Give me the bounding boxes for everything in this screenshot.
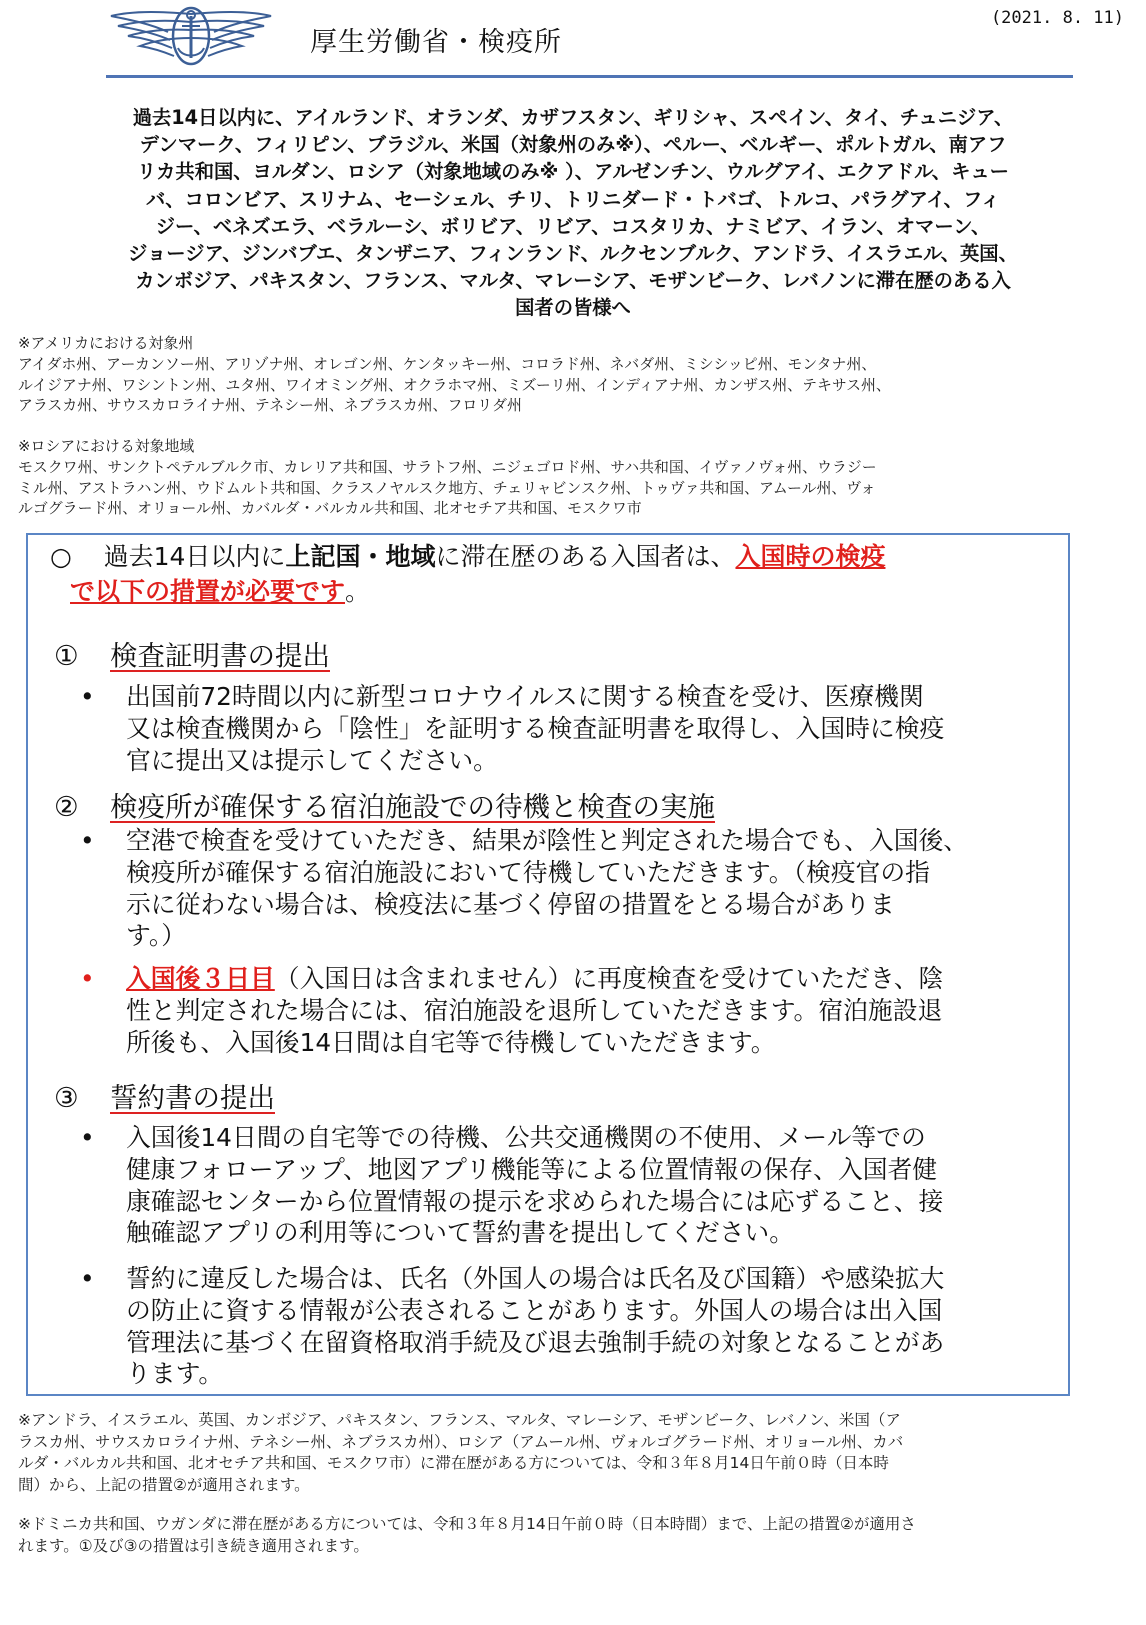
note-line: アイダホ州、アーカンソー州、アリゾナ州、オレゴン州、ケンタッキー州、コロラド州、ネバダ州、ミシシッピ州、モンタナ州、: [18, 354, 877, 373]
headline-line: 過去14日以内に、アイルランド、オランダ、カザフスタン、ギリシャ、スペイン、タイ、チュニジア、: [132, 106, 1014, 129]
note-title: ※ロシアにおける対象地域: [18, 437, 195, 455]
page-header: [0, 0, 1146, 84]
intro-bold: 上記国・地域: [285, 542, 436, 571]
bullet-line: 入国後14日間の自宅等での待機、公共交通機関の不使用、メール等での: [126, 1123, 926, 1152]
footnote-line: ※ドミニカ共和国、ウガンダに滞在歴がある方については、令和３年８月14日午前０時（日本時間）まで、上記の措置②が適用さ: [18, 1515, 916, 1533]
measure-3-bullet-2: [80, 1263, 1060, 1390]
measure-title: 検査証明書の提出: [110, 640, 330, 672]
bullet-line: 管理法に基づく在留資格取消手続及び退去強制手続の対象となることがあ: [126, 1327, 945, 1357]
measure-title: 検疫所が確保する宿泊施設での待機と検査の実施: [110, 791, 715, 823]
bullet-line: 康確認センターから位置情報の提示を求められた場合には応ずること、接: [126, 1186, 944, 1216]
measures-box: [26, 533, 1070, 1396]
bullet-line: す。）: [126, 921, 187, 951]
bullet-mark: •: [80, 964, 95, 993]
footnote-1: [18, 1410, 1133, 1496]
headline: [24, 104, 1122, 322]
bullet-line: 誓約に違反した場合は、氏名（外国人の場合は氏名及び国籍）や感染拡大: [126, 1264, 945, 1293]
footnote-line: ルダ・バルカル共和国、北オセチア共和国、モスクワ市）に滞在歴がある方については、令和３年８月14日午前０時（日本時: [18, 1454, 889, 1473]
measure-1-bullet: [80, 681, 1060, 776]
org-title: 厚生労働省・検疫所: [310, 27, 562, 58]
intro-emphasis: で以下の措置が必要です: [70, 577, 346, 606]
bullet-line: [80, 963, 1060, 995]
footnote-line: ※アンドラ、イスラエル、英国、カンボジア、パキスタン、フランス、マルタ、マレーシア、モザンビーク、レバノン、米国（ア: [18, 1411, 901, 1429]
measure-number: ①: [54, 640, 79, 672]
bullet-mark: •: [80, 1123, 95, 1152]
us-states-note: [18, 333, 1133, 416]
measure-2-heading: [54, 784, 715, 824]
measure-number: ③: [54, 1082, 79, 1114]
headline-line: カンボジア、パキスタン、フランス、マルタ、マレーシア、モザンビーク、レバノンに滞在歴のある入: [135, 269, 1011, 293]
footnote-2: [18, 1514, 1133, 1557]
header-divider: [106, 75, 1073, 78]
bullet-line: 示に従わない場合は、検疫法に基づく停留の措置をとる場合がありま: [126, 889, 895, 919]
headline-line: リカ共和国、ヨルダン、ロシア（対象地域のみ※ ）、アルゼンチン、ウルグアイ、エクアドル、キュー: [137, 160, 1009, 184]
headline-line: 国者の皆様へ: [515, 296, 631, 320]
bullet-mark: •: [80, 826, 95, 855]
measure-2-bullet-1: [80, 825, 1060, 952]
bullet-line: 所後も、入国後14日間は自宅等で待機していただきます。: [126, 1027, 776, 1057]
circle-mark: ○: [50, 542, 72, 571]
note-line: モスクワ州、サンクトペテルブルク市、カレリア共和国、サラトフ州、ニジェゴロド州、サハ共和国、イヴァノヴォ州、ウラジー: [18, 457, 877, 476]
bullet-mark: •: [80, 682, 95, 711]
bullet-line: 出国前72時間以内に新型コロナウイルスに関する検査を受け、医療機関: [126, 682, 924, 711]
day3-emphasis: 入国後３日目: [126, 964, 275, 993]
bullet-line: 性と判定された場合には、宿泊施設を退所していただきます。宿泊施設退: [126, 995, 943, 1025]
bullet-line: 検疫所が確保する宿泊施設において待機していただきます。（検疫官の指: [126, 857, 930, 887]
bullet-line: の防止に資する情報が公表されることがあります。外国人の場合は出入国: [126, 1295, 943, 1325]
footnote-line: 間）から、上記の措置②が適用されます。: [18, 1475, 310, 1494]
footnote-line: ラスカ州、サウスカロライナ州、テネシー州、ネブラスカ州）、ロシア（アムール州、ヴォルゴグラード州、オリョール州、カバ: [18, 1432, 904, 1451]
note-line: ルイジアナ州、ワシントン州、ユタ州、ワイオミング州、オクラホマ州、ミズーリ州、インディアナ州、カンザス州、テキサス州、: [18, 375, 891, 394]
note-line: アラスカ州、サウスカロライナ州、テネシー州、ネブラスカ州、フロリダ州: [18, 396, 522, 415]
bullet-line: 健康フォローアップ、地図アプリ機能等による位置情報の保存、入国者健: [126, 1154, 938, 1184]
bullet-line: 官に提出又は提示してください。: [126, 745, 498, 775]
headline-line: ジー、ベネズエラ、ベラルーシ、ボリビア、リビア、コスタリカ、ナミビア、イラン、オマーン、: [155, 214, 991, 238]
bullet-line: 触確認アプリの利用等について誓約書を提出してください。: [126, 1218, 795, 1248]
measure-1-heading: [54, 633, 330, 673]
measure-number: ②: [54, 791, 79, 823]
headline-line: ジョージア、ジンバブエ、タンザニア、フィンランド、ルクセンブルク、アンドラ、イスラエル、英国、: [128, 242, 1018, 266]
quarantine-logo-icon: [106, 2, 276, 72]
bullet-line: 空港で検査を受けていただき、結果が陰性と判定された場合でも、入国後、: [126, 826, 969, 855]
footnote-line: れます。①及び③の措置は引き続き適用されます。: [18, 1536, 369, 1555]
measure-3-heading: [54, 1075, 275, 1115]
bullet-line: 又は検査機関から「陰性」を証明する検査証明書を取得し、入国時に検疫: [126, 713, 945, 743]
intro-line-1: [50, 539, 885, 574]
bullet-line: ります。: [126, 1359, 224, 1389]
intro-end: 。: [345, 577, 371, 606]
intro-text: に滞在歴のある入国者は、: [435, 542, 736, 571]
measure-2-bullet-2: [80, 963, 1060, 1058]
intro-emphasis: 入国時の検疫: [735, 542, 886, 571]
note-title: ※アメリカにおける対象州: [18, 334, 194, 352]
bullet-mark: •: [80, 1264, 95, 1293]
measure-title: 誓約書の提出: [110, 1082, 275, 1114]
headline-line: バ、コロンビア、スリナム、セーシェル、チリ、トリニダード・トバゴ、トルコ、パラグアイ、フィ: [146, 187, 1000, 211]
intro-text: 過去14日以内に: [103, 542, 286, 571]
intro-line-2: [70, 574, 370, 609]
issue-date: (2021. 8. 11): [990, 8, 1124, 28]
russia-regions-note: [18, 436, 1133, 519]
bullet-text: （入国日は含まれません）に再度検査を受けていただき、陰: [274, 964, 944, 993]
note-line: ミル州、アストラハン州、ウドムルト共和国、クラスノヤルスク地方、チェリャビンスク州、トゥヴァ共和国、アムール州、ヴォ: [18, 478, 876, 497]
headline-line: デンマーク、フィリピン、ブラジル、米国（対象州のみ※）、ペルー、ベルギー、ポルトガル、南アフ: [139, 133, 1007, 157]
measure-3-bullet-1: [80, 1122, 1060, 1249]
note-line: ルゴグラード州、オリョール州、カバルダ・バルカル共和国、北オセチア共和国、モスクワ市: [18, 499, 642, 518]
